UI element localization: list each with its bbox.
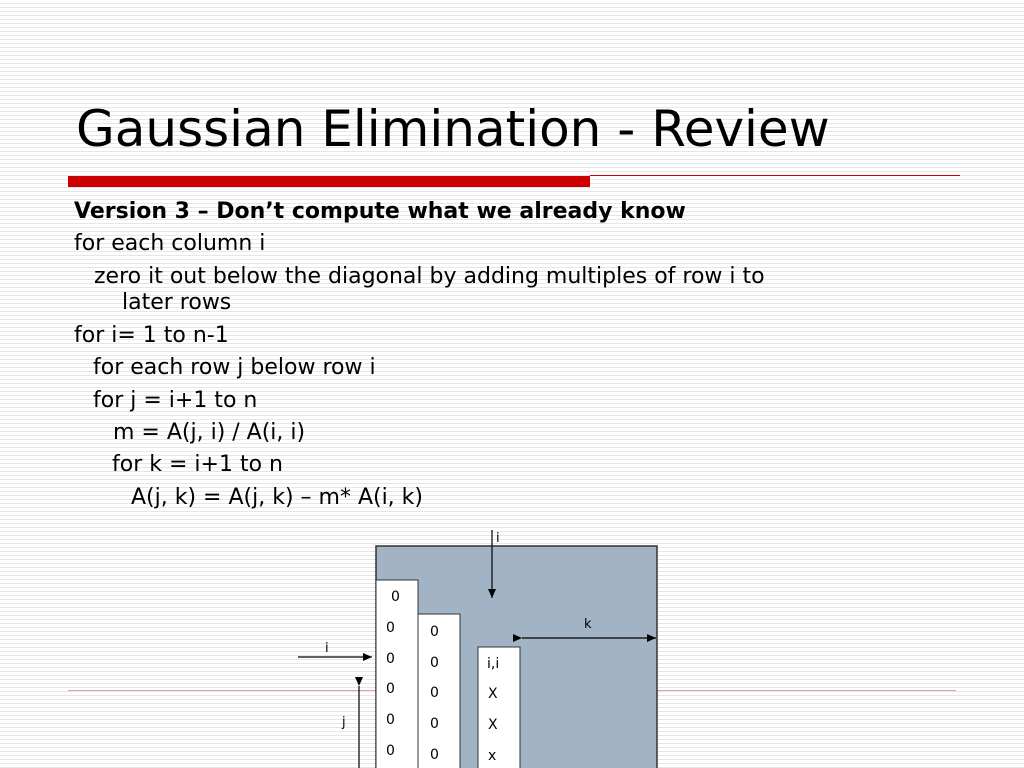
col1-cell: 0 xyxy=(386,651,395,667)
label-i-top: i xyxy=(496,531,500,546)
pseudocode-line-1: for each column i xyxy=(74,231,266,256)
pseudocode-line-2-cont: later rows xyxy=(122,290,232,315)
col1-cell: 0 xyxy=(391,589,400,605)
col1-cell: 0 xyxy=(386,620,395,636)
pivot-cell: x xyxy=(488,748,497,764)
pseudocode-line-8: A(j, k) = A(j, k) – m* A(i, k) xyxy=(131,485,423,510)
col2-cell: 0 xyxy=(430,747,439,763)
pseudocode-line-7: for k = i+1 to n xyxy=(112,452,283,477)
col2-cell: 0 xyxy=(430,624,439,640)
zero-column-2 xyxy=(418,614,460,768)
label-i-left: i xyxy=(325,641,329,656)
pivot-cell: X xyxy=(488,717,498,733)
col1-cell: 0 xyxy=(386,681,395,697)
label-j: j xyxy=(342,715,346,730)
slide-title: Gaussian Elimination - Review xyxy=(76,100,830,158)
pseudocode-line-4: for each row j below row i xyxy=(93,355,376,380)
pivot-cell: X xyxy=(488,686,498,702)
col1-cell: 0 xyxy=(386,712,395,728)
pivot-cell: i,i xyxy=(487,656,500,672)
col2-cell: 0 xyxy=(430,655,439,671)
zero-column-1 xyxy=(376,580,418,768)
pseudocode-line-2: zero it out below the diagonal by adding multiples of row i to xyxy=(94,264,765,289)
col1-cell: 0 xyxy=(386,743,395,759)
pseudocode-line-5: for j = i+1 to n xyxy=(93,388,258,413)
pseudocode-line-6: m = A(j, i) / A(i, i) xyxy=(113,420,306,445)
col2-cell: 0 xyxy=(430,685,439,701)
version-heading: Version 3 – Don’t compute what we already know xyxy=(74,199,686,224)
label-k: k xyxy=(584,617,592,632)
pseudocode-line-3: for i= 1 to n-1 xyxy=(74,323,229,348)
col2-cell: 0 xyxy=(430,716,439,732)
